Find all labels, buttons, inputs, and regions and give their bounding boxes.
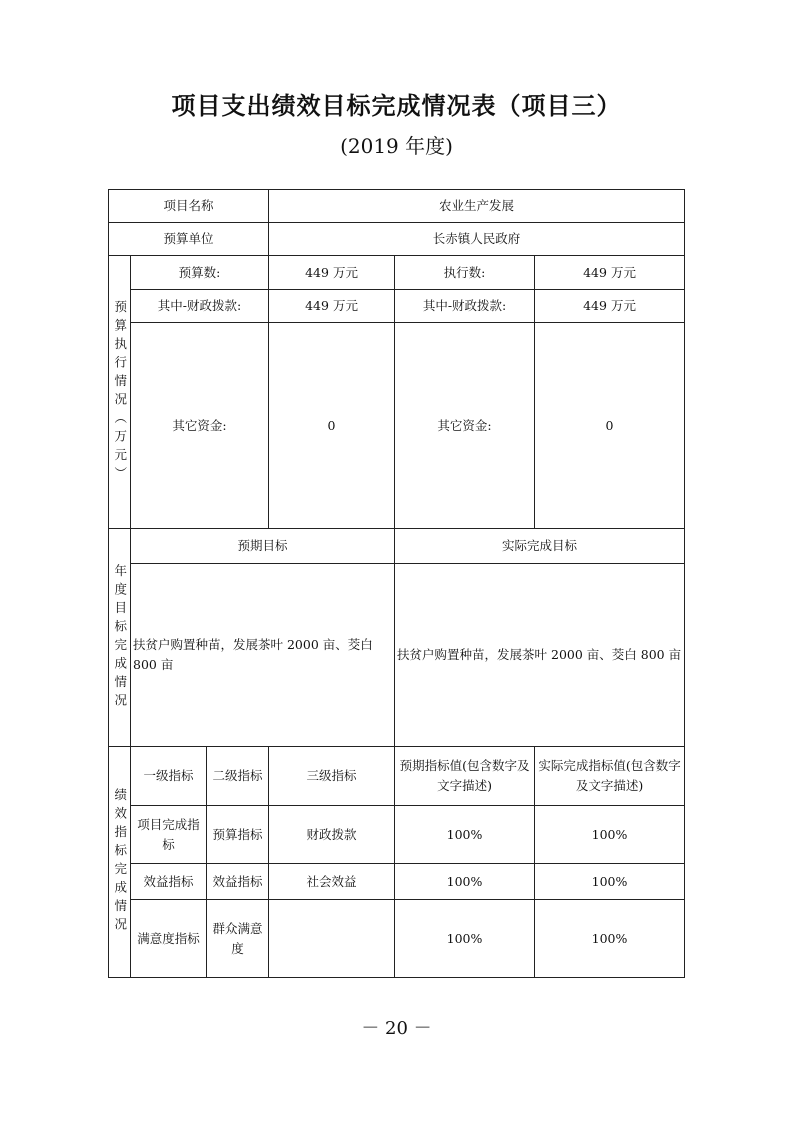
indicator-header-expected: 预期指标值(包含数字及文字描述) <box>395 747 535 806</box>
indicator-cell: 效益指标 <box>131 864 207 900</box>
indicator-cell: 100% <box>535 806 685 864</box>
indicator-cell: 群众满意度 <box>207 900 269 978</box>
project-name-value: 农业生产发展 <box>269 190 685 223</box>
exec-executed-label: 执行数: <box>395 256 535 290</box>
exec-fiscal-value-1: 449 万元 <box>269 290 395 323</box>
exec-fiscal-value-2: 449 万元 <box>535 290 685 323</box>
project-name-row <box>109 190 685 223</box>
project-name-label: 项目名称 <box>109 190 269 223</box>
budget-unit-row <box>109 223 685 256</box>
indicator-cell: 100% <box>535 864 685 900</box>
exec-other-value-2: 0 <box>535 323 685 529</box>
exec-fiscal-label-1: 其中-财政拨款: <box>131 290 269 323</box>
exec-fiscal-label-2: 其中-财政拨款: <box>395 290 535 323</box>
indicators-header-row <box>109 747 685 806</box>
page-subtitle: (2019 年度) <box>340 134 453 158</box>
indicator-cell: 100% <box>395 900 535 978</box>
exec-row-budget <box>109 256 685 290</box>
table-row <box>109 864 685 900</box>
goals-expected-text: 扶贫户购置种苗，发展茶叶 2000 亩、茭白 800 亩 <box>131 564 395 747</box>
budget-unit-value: 长赤镇人民政府 <box>269 223 685 256</box>
table-row <box>109 806 685 864</box>
performance-table <box>108 189 685 978</box>
indicators-section-label: 绩效指标完成情况 <box>109 747 131 978</box>
exec-budget-value: 449 万元 <box>269 256 395 290</box>
goals-section-label: 年度目标完成情况 <box>109 529 131 747</box>
indicator-header-level2: 二级指标 <box>207 747 269 806</box>
indicator-header-level1: 一级指标 <box>131 747 207 806</box>
exec-other-label-1: 其它资金: <box>131 323 269 529</box>
indicator-cell <box>269 900 395 978</box>
indicator-cell: 100% <box>535 900 685 978</box>
indicator-cell: 100% <box>395 864 535 900</box>
goals-actual-text: 扶贫户购置种苗，发展茶叶 2000 亩、茭白 800 亩 <box>395 564 685 747</box>
exec-row-fiscal <box>109 290 685 323</box>
indicator-cell: 效益指标 <box>207 864 269 900</box>
budget-unit-label: 预算单位 <box>109 223 269 256</box>
exec-row-other <box>109 323 685 529</box>
exec-budget-label: 预算数: <box>131 256 269 290</box>
goals-header-row <box>109 529 685 564</box>
page-title: 项目支出绩效目标完成情况表（项目三） <box>171 92 622 120</box>
goals-content-row <box>109 564 685 747</box>
exec-other-label-2: 其它资金: <box>395 323 535 529</box>
goals-actual-header: 实际完成目标 <box>395 529 685 564</box>
exec-executed-value: 449 万元 <box>535 256 685 290</box>
exec-other-value-1: 0 <box>269 323 395 529</box>
indicator-cell: 100% <box>395 806 535 864</box>
exec-section-label: 预算执行情况（万元） <box>109 256 131 529</box>
page-number: － 20 － <box>361 1018 432 1039</box>
indicator-cell: 财政拨款 <box>269 806 395 864</box>
indicator-cell: 预算指标 <box>207 806 269 864</box>
indicator-cell: 社会效益 <box>269 864 395 900</box>
indicator-cell: 项目完成指标 <box>131 806 207 864</box>
indicator-header-level3: 三级指标 <box>269 747 395 806</box>
table-row <box>109 900 685 978</box>
goals-expected-header: 预期目标 <box>131 529 395 564</box>
indicator-cell: 满意度指标 <box>131 900 207 978</box>
indicator-header-actual: 实际完成指标值(包含数字及文字描述) <box>535 747 685 806</box>
